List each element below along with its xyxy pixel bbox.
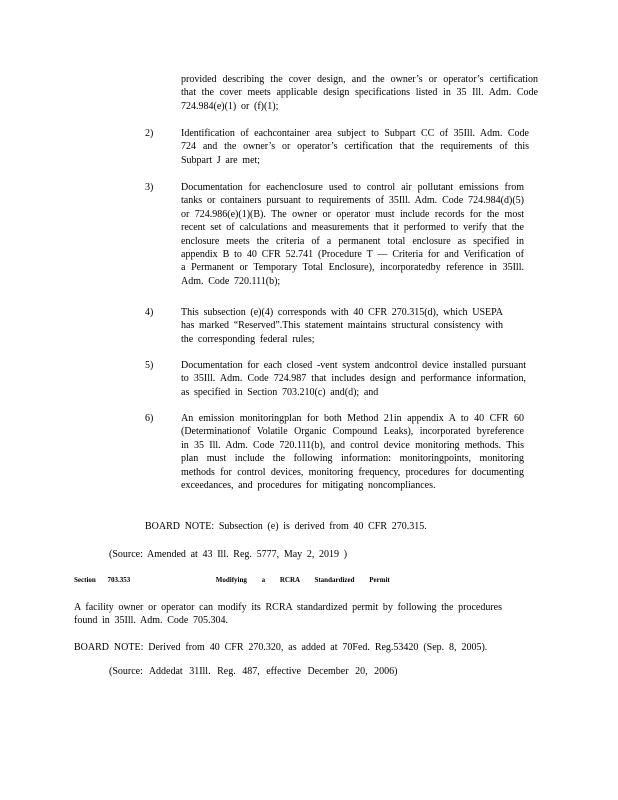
list-item-number-6: 6)	[145, 413, 154, 424]
board-note-derived: BOARD NOTE: Derived from 40 CFR 270.320, as added at 70Fed. Reg.53420 (Sep. 8, 2005).	[74, 642, 488, 653]
list-item-number-3: 3)	[145, 182, 154, 193]
section-title: Modifying a RCRA Standardized Permit	[215, 576, 390, 584]
body-paragraph: A facility owner or operator can modify its RCRA standardized permit by following the procedures found in 35Ill. Adm. Code 705.304.	[74, 602, 502, 627]
list-item-3-text: Documentation for eachenclosure used to control air pollutant emissions from tanks or containers pursuant to requirements of 35Ill. Adm. Code 724.984(d)(5) or 724.986(e)(1)(B). The owner or operator must include records for the most recent set of calculations and measurements that it performed to verify that the enclosure meets the criteria of a permanent total enclosure as specified in appendix B to 40 CFR 52.741 (Procedure T — Criteria for and Verification of a Permanent or Temporary Total Enclosure), incorporatedby reference in 35Ill. Adm. Code 720.111(b);	[181, 182, 524, 287]
section-heading	[74, 574, 390, 586]
source-note: (Source: Amended at 43 Ill. Reg. 5777, May 2, 2019 )	[109, 549, 348, 560]
list-item-number-4: 4)	[145, 307, 154, 318]
source-note-added: (Source: Addedat 31Ill. Reg. 487, effective December 20, 2006)	[109, 666, 398, 677]
list-item-6-text: An emission monitoringplan for both Method 21in appendix A to 40 CFR 60 (Determinationof Volatile Organic Compound Leaks), incorporated byreference in 35 Ill. Adm. Code 720.111(b), and control device monitoring methods. This plan must include the following information: monitoringpoints, monitoring methods for control devices, monitoring frequency, procedures for documenting exceedances, and procedures for mitigating noncompliances.	[181, 413, 524, 492]
list-item-number-5: 5)	[145, 360, 154, 371]
section-number: Section 703.353	[74, 576, 131, 584]
board-note: BOARD NOTE: Subsection (e) is derived from 40 CFR 270.315.	[145, 521, 427, 532]
list-item-continuation: provided describing the cover design, and the owner’s or operator’s certification that the cover meets applicable design specifications listed in 35 Ill. Adm. Code 724.984(e)(1) or (f)(1);	[181, 74, 538, 112]
list-item-4-text: This subsection (e)(4) corresponds with 40 CFR 270.315(d), which USEPA has marked “Reserved”.This statement maintains structural consistency with the corresponding federal rules;	[181, 307, 503, 345]
list-item-5-text: Documentation for each closed -vent system andcontrol device installed pursuant to 35Ill. Adm. Code 724.987 that includes design and performance information, as specified in Section 703.210(c) and(d); and	[181, 360, 526, 398]
list-item-2-text: Identification of eachcontainer area subject to Subpart CC of 35Ill. Adm. Code 724 and the owner’s or operator’s certification that the requirements of this Subpart J are met;	[181, 128, 529, 166]
list-item-number-2: 2)	[145, 128, 154, 139]
